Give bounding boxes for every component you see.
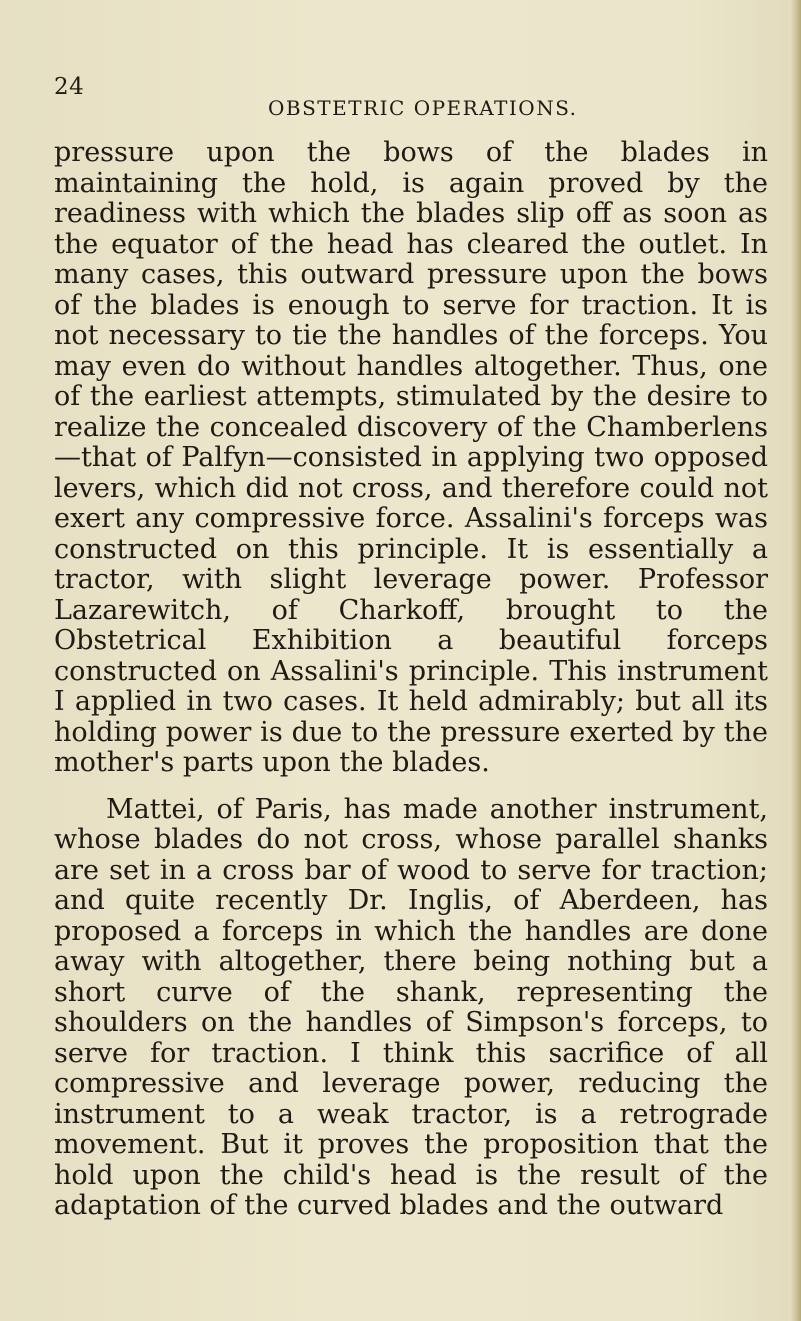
paragraph-1: pressure upon the bows of the blades in maintaining the hold, is again proved by the readiness with which the blades slip off as soon as the equator of the head has cleared the outlet. In many cases, this outward pressure upon the bows of the blades is enough to serve for traction. It is not necessary to tie the handles of the forceps. You may even do without handles altogether. Thus, one of the earliest attempts, stimulated by the desire to realize the concealed discovery of the Chamberlens—that of Palfyn—consisted in applying two opposed levers, which did not cross, and therefore could not exert any compressive force. Assalini's forceps was constructed on this principle. It is essentially a tractor, with slight leverage power. Professor Lazarewitch, of Charkoff, brought to the Obstetrical Exhibition a beautiful forceps constructed on Assalini's principle. This instrument I applied in two cases. It held admirably; but all its holding power is due to the pressure exerted by the mother's parts upon the blades. <box>54 137 768 778</box>
paragraph-2: Mattei, of Paris, has made another instrument, whose blades do not cross, whose parallel shanks are set in a cross bar of wood to serve for traction; and quite recently Dr. Inglis, of Aberdeen, has proposed a forceps in which the handles are done away with altogether, there being nothing but a short curve of the shank, representing the shoulders on the handles of Simpson's forceps, to serve for traction. I think this sacrifice of all compressive and leverage power, reducing the instrument to a weak tractor, is a retrograde movement. But it proves the proposition that the hold upon the child's head is the result of the adaptation of the curved blades and the outward <box>54 793 768 1221</box>
body-text <box>54 138 768 1222</box>
page-number: 24 <box>54 74 85 100</box>
page-edge-shadow <box>791 0 801 1321</box>
running-head: OBSTETRIC OPERATIONS. <box>268 96 578 120</box>
